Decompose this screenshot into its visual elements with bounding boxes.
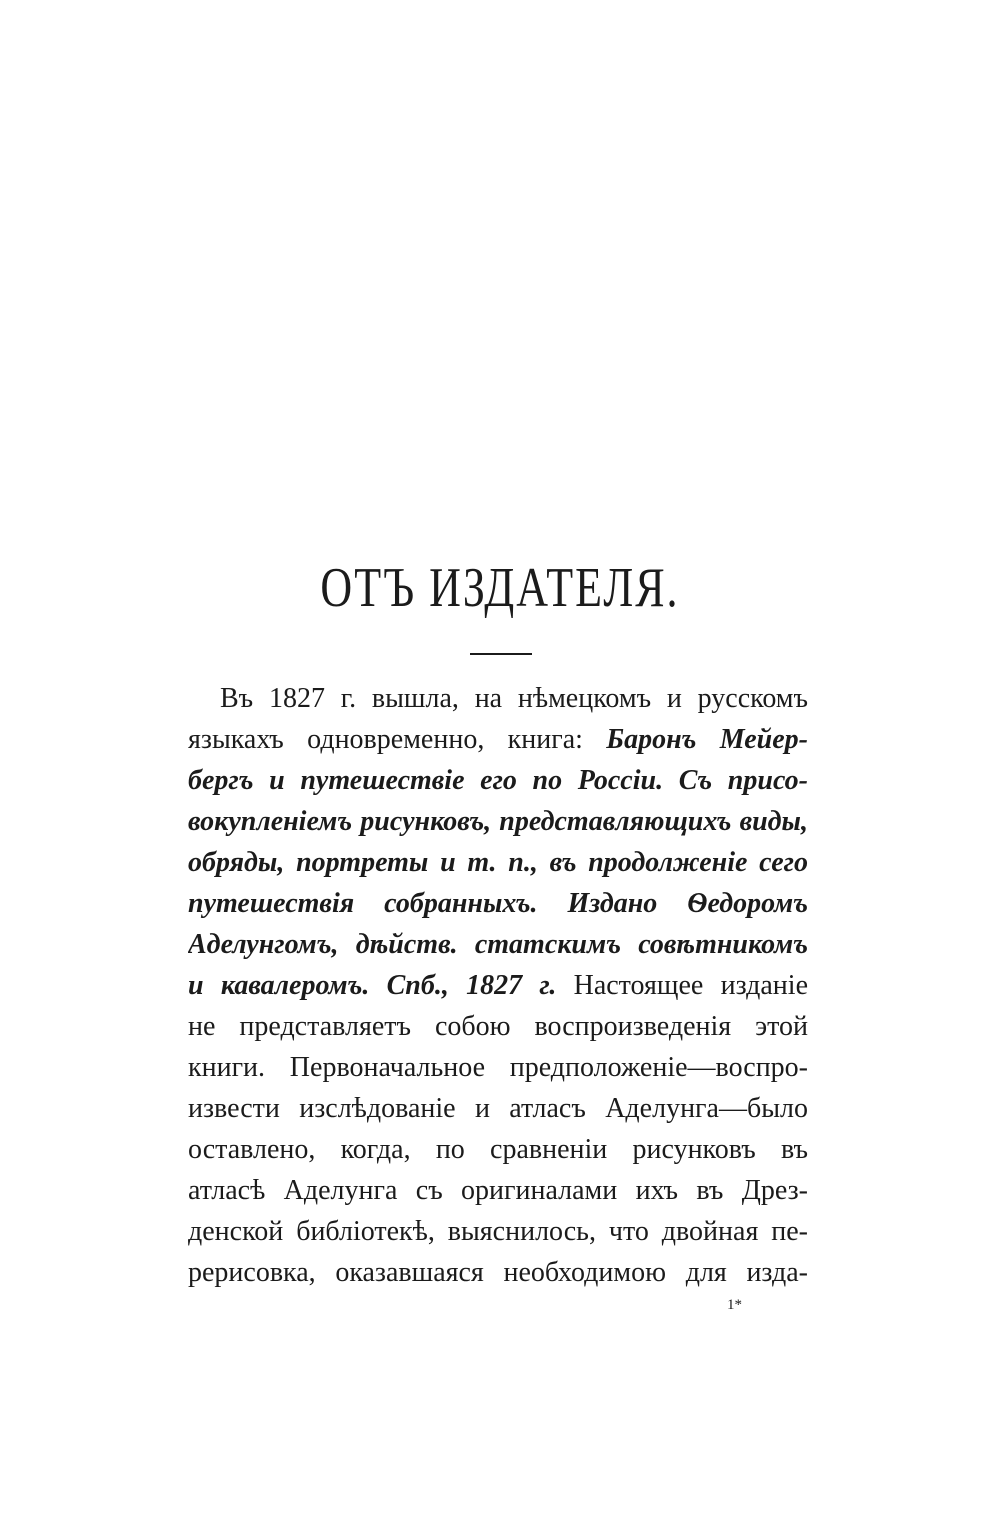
text-line xyxy=(188,1170,808,1211)
text-line xyxy=(188,1211,808,1252)
signature-mark: 1* xyxy=(727,1297,742,1313)
text-line xyxy=(188,678,808,719)
text-segment: атласѣ Аделунга съ оригиналами ихъ въ Дрез- xyxy=(188,1175,808,1206)
text-segment: денской библіотекѣ, выяснилось, что двойная пе- xyxy=(188,1216,808,1247)
text-segment: рерисовка, оказавшаяся необходимою для изда- xyxy=(188,1257,808,1288)
text-segment: Настоящее изданіе xyxy=(573,970,808,1001)
text-line xyxy=(188,842,808,883)
text-segment: Баронъ Мейер- xyxy=(606,724,808,755)
text-line xyxy=(188,760,808,801)
text-segment: путешествія собранныхъ. Издано Ѳедоромъ xyxy=(188,888,808,919)
text-segment: вокупленіемъ рисунковъ, представляющихъ виды, xyxy=(188,806,808,837)
text-line xyxy=(188,883,808,924)
text-segment: Аделунгомъ, дѣйств. статскимъ совѣтникомъ xyxy=(188,929,808,960)
text-line xyxy=(188,965,808,1006)
page-title: ОТЪ ИЗДАТЕЛЯ. xyxy=(320,556,680,619)
text-segment: извести изслѣдованіе и атласъ Аделунга—было xyxy=(188,1093,808,1124)
text-segment: бергъ и путешествіе его по Россіи. Съ присо- xyxy=(188,765,808,796)
text-line xyxy=(188,1006,808,1047)
text-segment: языкахъ одновременно, книга: xyxy=(188,724,607,755)
text-line xyxy=(188,1129,808,1170)
text-segment: оставлено, когда, по сравненіи рисунковъ въ xyxy=(188,1134,808,1165)
text-segment: и кавалеромъ. Спб., 1827 г. xyxy=(188,970,574,1001)
title-divider xyxy=(470,653,532,655)
text-line xyxy=(188,924,808,965)
text-line xyxy=(188,719,808,760)
text-segment: книги. Первоначальное предположеніе—воспро- xyxy=(188,1052,808,1083)
text-line xyxy=(188,1047,808,1088)
text-segment: обряды, портреты и т. п., въ продолженіе сего xyxy=(188,847,808,878)
preface-paragraph xyxy=(188,678,808,1293)
text-line xyxy=(188,1088,808,1129)
text-line xyxy=(188,1252,808,1293)
text-segment: не представляетъ собою воспроизведенія этой xyxy=(188,1011,808,1042)
text-segment: Въ 1827 г. вышла, на нѣмецкомъ и русскомъ xyxy=(220,683,808,714)
text-line xyxy=(188,801,808,842)
